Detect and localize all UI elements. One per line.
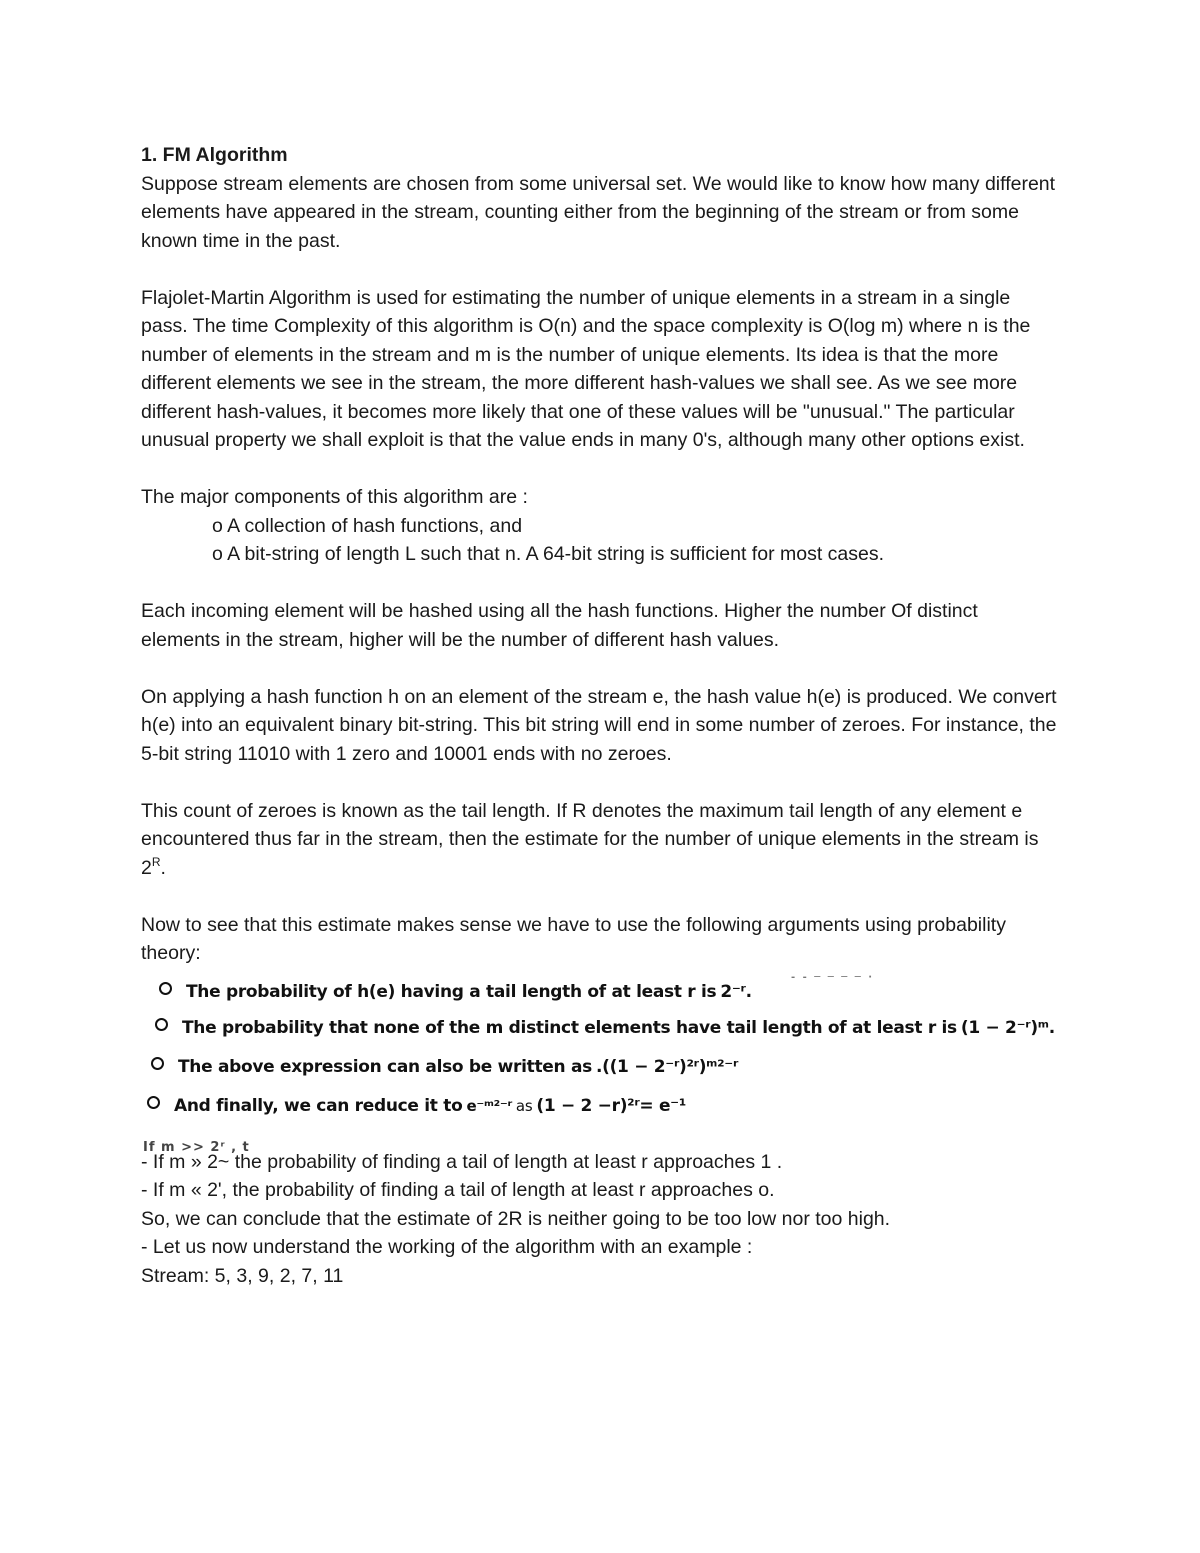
conclusion-line: So, we can conclude that the estimate of 2R is neither going to be too low nor too high. <box>141 1207 891 1230</box>
component-item-hash-functions: o A collection of hash functions, and <box>212 514 523 537</box>
small-m-line: - If m « 2', the probability of finding a tail of length at least r approaches o. <box>141 1179 775 1201</box>
component-item-bit-string: o A bit-string of length L such that n. A 64-bit string is sufficient for most cases. <box>212 543 885 565</box>
bullet-4-math-exponent: e⁻ᵐ²⁻ʳ <box>466 1096 512 1115</box>
bullet-1-text: The probability of h(e) having a tail length of at least r is <box>186 981 717 1002</box>
bullet-3-text: The above expression can also be written as <box>178 1056 592 1077</box>
bullet-circle-icon <box>147 1096 160 1109</box>
section-heading: 1. FM Algorithm <box>141 144 288 166</box>
bullet-circle-icon <box>159 982 172 995</box>
probability-bullet-1 <box>159 978 752 1007</box>
flajolet-martin-paragraph: Flajolet-Martin Algorithm is used for estimating the number of unique elements in a stream in a single pass. The time Complexity of this algorithm is O(n) and the space complexity is O(log m) where n is the number of elements in the stream and m is the number of unique elements. Its idea is that the more different elements we see in the stream, the more different hash-values we shall see. As we see more different hash-values, it becomes more likely that one of these values will be "unusual." The particular unusual property we shall exploit is that the value ends in many 0's, although many other options exist. <box>141 286 1031 451</box>
tail-length-text: This count of zeroes is known as the tail length. If R denotes the maximum tail length of any element e encountered thus far in the stream, then the estimate for the number of unique elements in the stream is 2 <box>141 799 1039 879</box>
bullet-1-math: 2⁻ʳ. <box>720 981 752 1002</box>
probability-bullet-3 <box>151 1053 738 1082</box>
cropped-fragment-top: - - ─ ─ ─ ─ · <box>791 971 875 983</box>
bullet-circle-icon <box>155 1018 168 1031</box>
scanned-probability-insert <box>131 968 1061 1155</box>
exponent-r: R <box>151 854 161 869</box>
bullet-2-math: (1 − 2⁻ʳ)ᵐ. <box>960 1017 1055 1038</box>
probability-intro: Now to see that this estimate makes sense we have to use the following arguments using probability theory: <box>141 913 1006 964</box>
probability-bullet-4 <box>147 1092 686 1121</box>
components-intro: The major components of this algorithm are : <box>141 486 528 508</box>
bullet-4-text: And finally, we can reduce it to <box>174 1095 463 1116</box>
tail-length-paragraph <box>141 797 1061 883</box>
example-stream-line: Stream: 5, 3, 9, 2, 7, 11 <box>141 1264 344 1287</box>
document-body <box>141 141 1061 1290</box>
bullet-4-as: as <box>515 1096 533 1115</box>
example-intro-line: - Let us now understand the working of the algorithm with an example : <box>141 1236 753 1258</box>
cropped-fragment-bottom: If m >> 2ʳ , t <box>143 1139 250 1155</box>
probability-bullet-2 <box>155 1014 1055 1043</box>
intro-paragraph: Suppose stream elements are chosen from some universal set. We would like to know how many different elements have appeared in the stream, counting either from the beginning of the stream or from some known time in the past. <box>141 172 1056 252</box>
bullet-3-math: .((1 − 2⁻ʳ)²ʳ)ᵐ²⁻ʳ <box>595 1056 739 1077</box>
bullet-4-math-limit: (1 − 2 −r)²ʳ= e⁻¹ <box>536 1095 686 1116</box>
large-m-line: - If m » 2~ the probability of finding a tail of length at least r approaches 1 . <box>141 1150 783 1173</box>
bullet-2-text: The probability that none of the m distinct elements have tail length of at least r is <box>182 1017 957 1038</box>
bit-string-paragraph: On applying a hash function h on an element of the stream e, the hash value h(e) is produced. We convert h(e) into an equivalent binary bit-string. This bit string will end in some number of zeroes. For instance, the 5-bit string 11010 with 1 zero and 10001 ends with no zeroes. <box>141 685 1057 765</box>
tail-length-end: . <box>160 856 166 879</box>
hashing-paragraph: Each incoming element will be hashed using all the hash functions. Higher the number Of distinct elements in the stream, higher will be the number of different hash values. <box>141 600 978 651</box>
bullet-circle-icon <box>151 1057 164 1070</box>
